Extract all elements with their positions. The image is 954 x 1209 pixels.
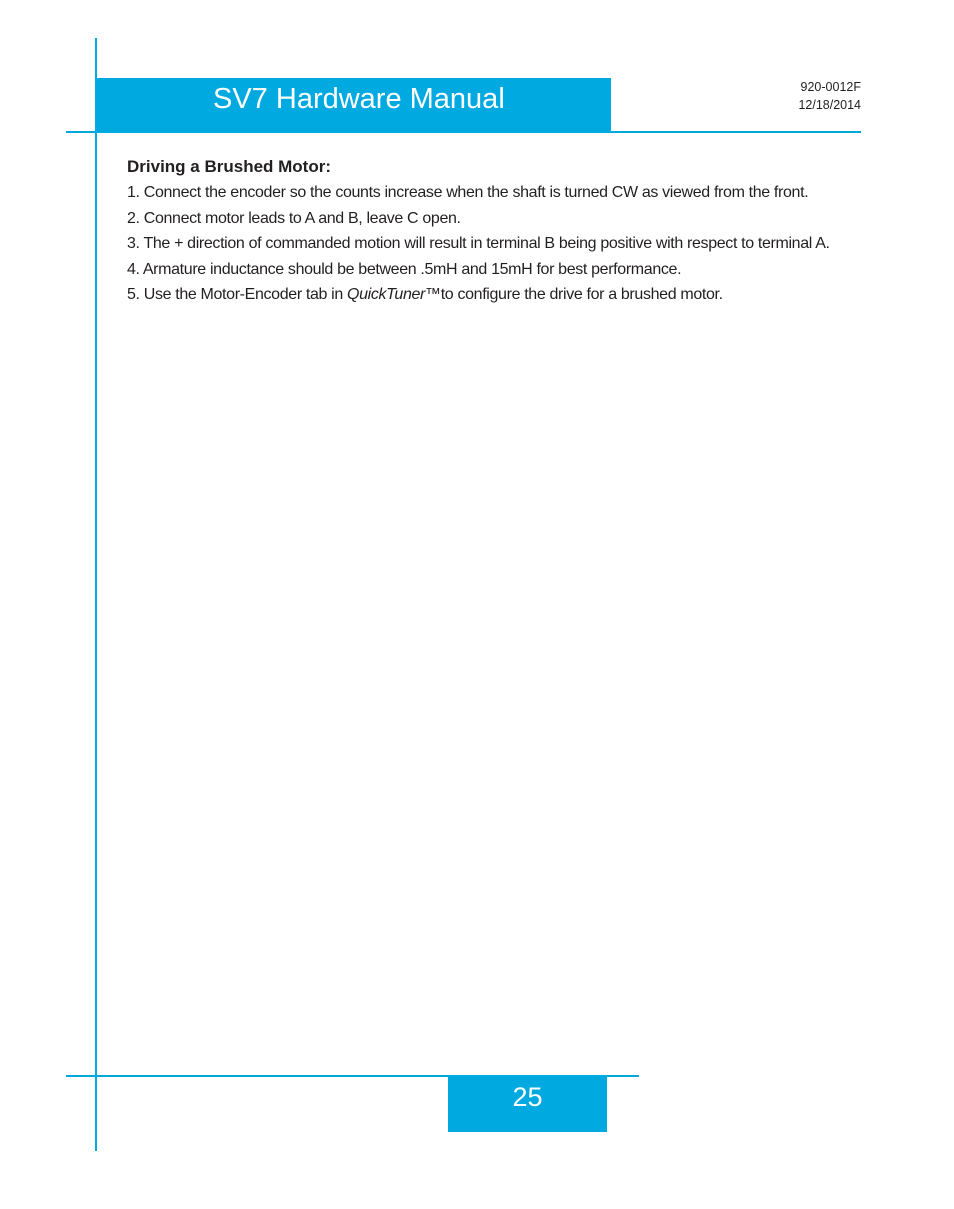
page-content bbox=[127, 154, 839, 308]
document-date: 12/18/2014 bbox=[798, 98, 861, 112]
page-number: 25 bbox=[512, 1082, 543, 1112]
page-number-box bbox=[448, 1076, 607, 1132]
document-meta bbox=[798, 78, 861, 114]
manual-title: SV7 Hardware Manual bbox=[213, 83, 505, 115]
step-5 bbox=[127, 282, 839, 308]
left-margin-rule bbox=[95, 38, 97, 1151]
software-name: QuickTuner™ bbox=[347, 286, 441, 303]
header-title-banner bbox=[97, 78, 611, 132]
step-5-text-after: to configure the drive for a brushed motor. bbox=[440, 286, 723, 303]
step-1: 1. Connect the encoder so the counts increase when the shaft is turned CW as viewed from the front. bbox=[127, 184, 809, 201]
step-5-text-before: 5. Use the Motor-Encoder tab in bbox=[127, 286, 348, 303]
section-heading: Driving a Brushed Motor: bbox=[127, 157, 332, 176]
step-3: 3. The + direction of commanded motion will result in terminal B being positive with respect to terminal A. bbox=[127, 235, 830, 252]
document-number: 920-0012F bbox=[800, 80, 861, 94]
step-4: 4. Armature inductance should be between .5mH and 15mH for best performance. bbox=[127, 260, 682, 278]
step-2: 2. Connect motor leads to A and B, leave C open. bbox=[127, 209, 461, 227]
